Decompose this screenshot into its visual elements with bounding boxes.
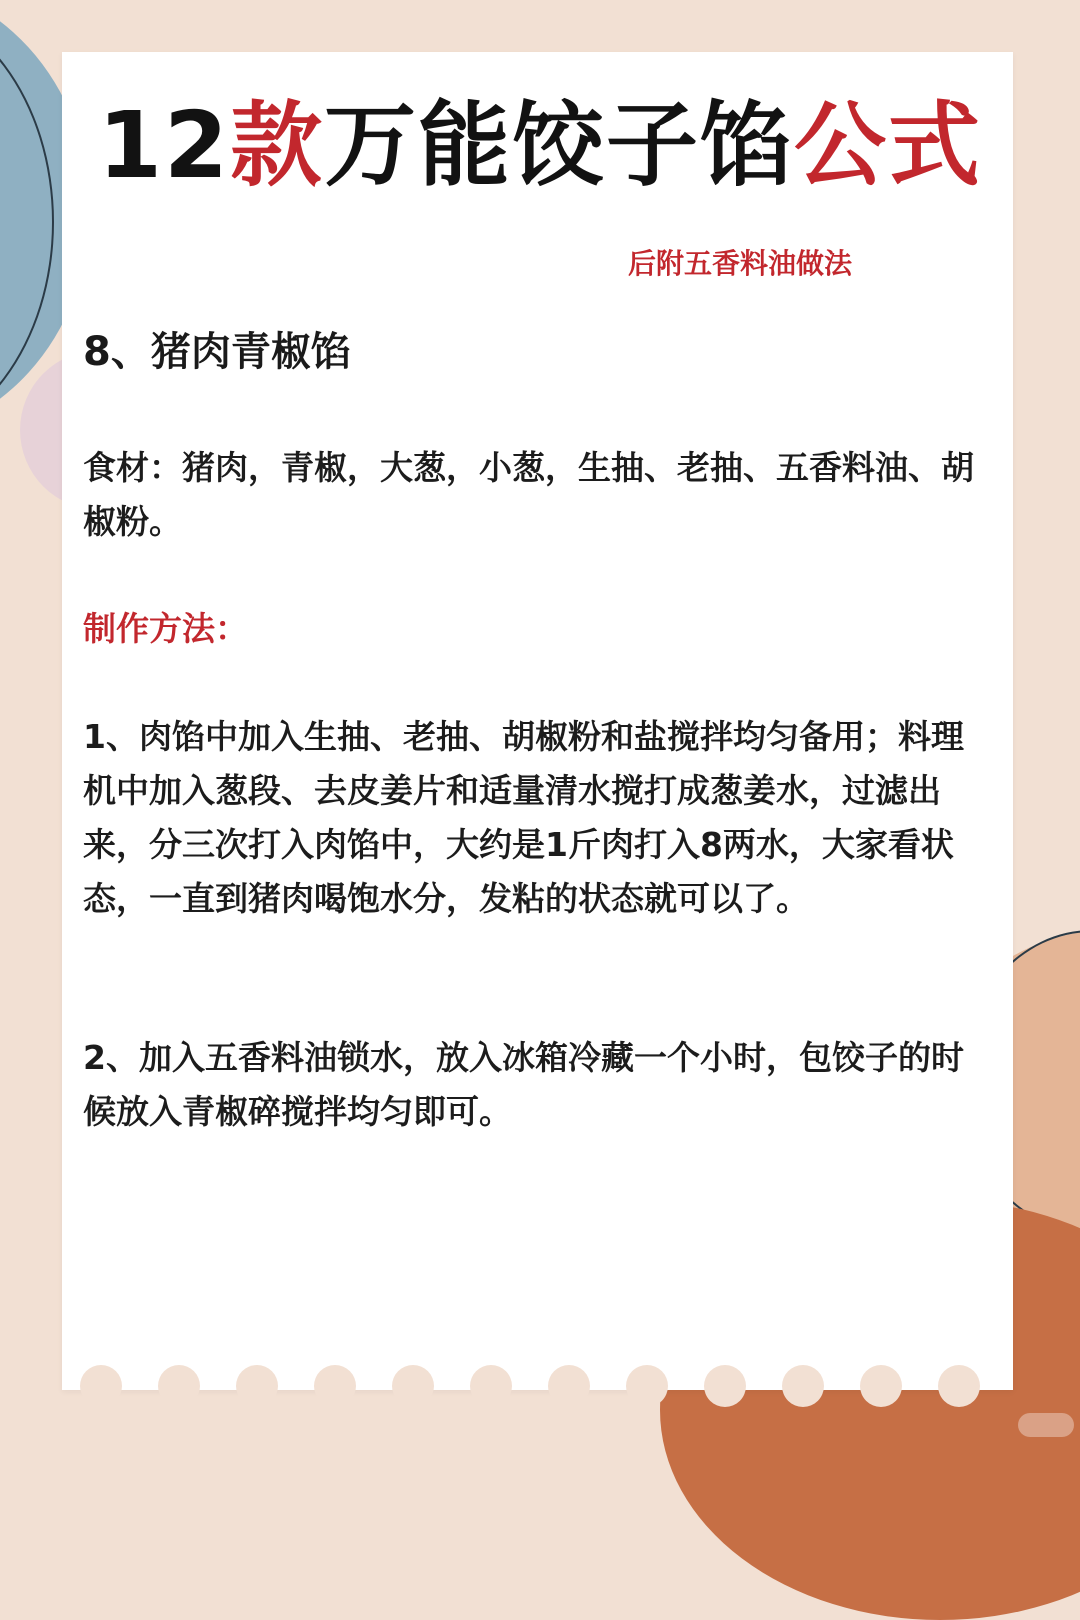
- recipe-heading: 8、猪肉青椒馅: [83, 329, 351, 375]
- scallop-cutout: [80, 1365, 122, 1407]
- scallop-cutout: [704, 1365, 746, 1407]
- title-number: 12: [97, 92, 230, 199]
- scallop-cutout: [392, 1365, 434, 1407]
- title-middle: 万能饺子馅: [324, 92, 795, 199]
- scallop-cutout: [470, 1365, 512, 1407]
- method-label: 制作方法：: [83, 609, 248, 648]
- watermark-badge: [1018, 1413, 1074, 1437]
- scallop-cutout: [314, 1365, 356, 1407]
- scallop-cutout: [782, 1365, 824, 1407]
- scallop-cutout: [626, 1365, 668, 1407]
- scallop-cutout: [236, 1365, 278, 1407]
- page-title: [0, 90, 1080, 202]
- card-scalloped-edge: [62, 1365, 1013, 1415]
- scallop-cutout: [938, 1365, 980, 1407]
- step-1-text: 1、肉馅中加入生抽、老抽、胡椒粉和盐搅拌均匀备用；料理机中加入葱段、去皮姜片和适量清水搅打成葱姜水，过滤出来，分三次打入肉馅中，大约是1斤肉打入8两水，大家看状态，一直到猪肉喝饱水分，发粘的状态就可以了。: [83, 717, 964, 918]
- page-subtitle: 后附五香料油做法: [628, 247, 853, 280]
- card-top-tab: [640, 52, 1013, 78]
- scallop-cutout: [860, 1365, 902, 1407]
- step-2-text: 2、加入五香料油锁水，放入冰箱冷藏一个小时，包饺子的时候放入青椒碎搅拌均匀即可。: [83, 1038, 964, 1131]
- ingredients-text: 食材：猪肉，青椒，大葱，小葱，生抽、老抽、五香料油、胡椒粉。: [83, 448, 974, 541]
- title-highlight-1: 款: [229, 92, 324, 199]
- title-highlight-2: 公式: [794, 92, 983, 199]
- scallop-cutout: [158, 1365, 200, 1407]
- scallop-cutout: [548, 1365, 590, 1407]
